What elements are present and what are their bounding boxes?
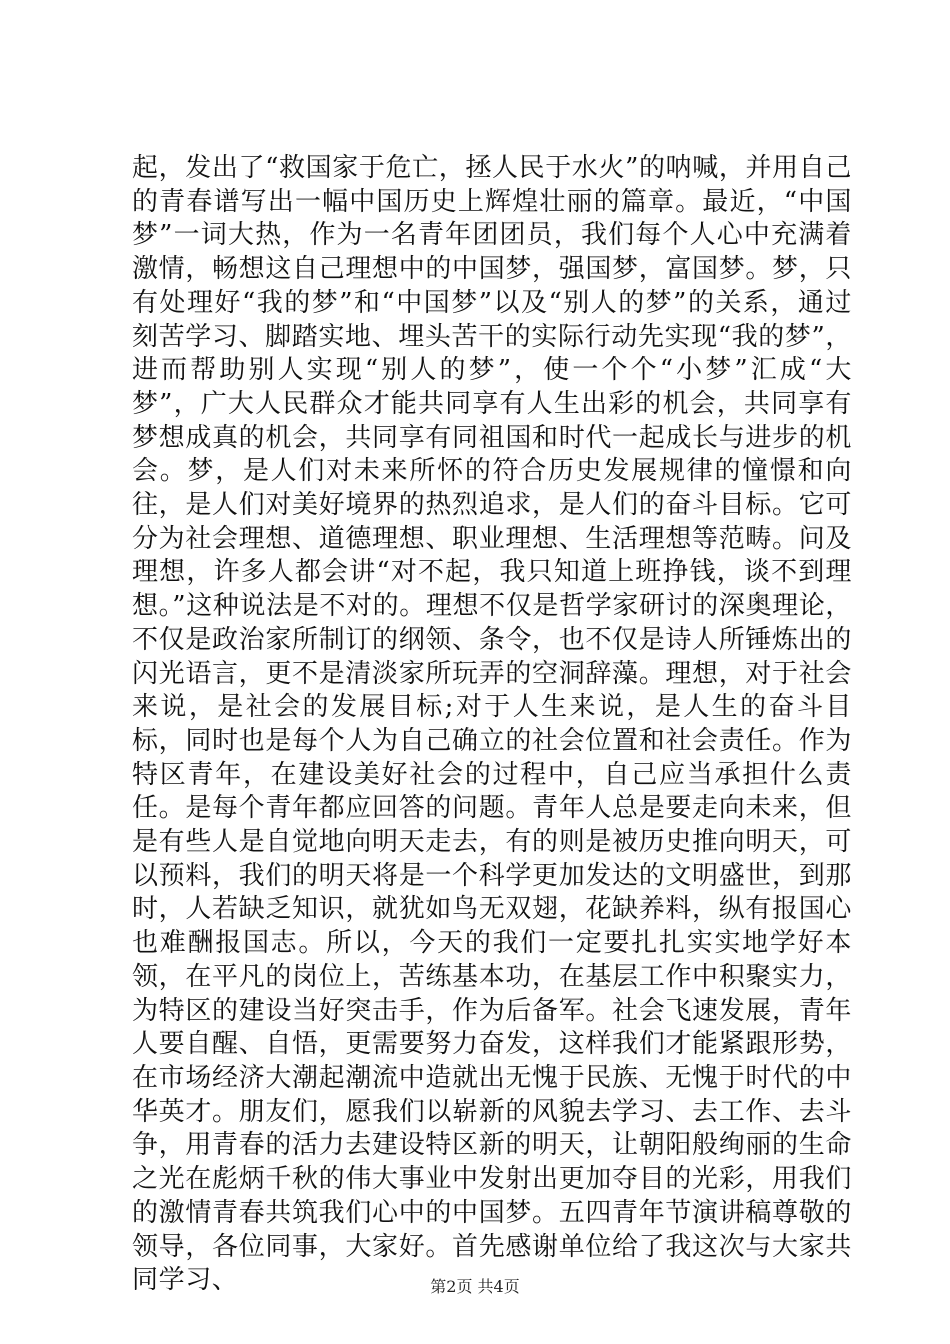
page-number-footer: 第2页 共4页	[430, 1277, 520, 1296]
body-paragraph: 起，发出了“救国家于危亡，拯人民于水火”的呐喊，并用自己的青春谱写出一幅中国历史上辉煌壮丽的篇章。最近，“中国梦”一词大热，作为一名青年团团员，我们每个人心中充满着激情，畅想这自己理想中的中国梦，强国梦，富国梦。梦，只有处理好“我的梦”和“中国梦”以及“别人的梦”的关系，通过刻苦学习、脚踏实地、埋头苦干的实际行动先实现“我的梦”，进而帮助别人实现“别人的梦”，使一个个“小梦”汇成“大梦”，广大人民群众才能共同享有人生出彩的机会，共同享有梦想成真的机会，共同享有同祖国和时代一起成长与进步的机会。梦，是人们对未来所怀的符合历史发展规律的憧憬和向往，是人们对美好境界的热烈追求，是人们的奋斗目标。它可分为社会理想、道德理想、职业理想、生活理想等范畴。问及理想，许多人都会讲“对不起，我只知道上班挣钱，谈不到理想。”这种说法是不对的。理想不仅是哲学家研讨的深奥理论，不仅是政治家所制订的纲领、条令，也不仅是诗人所锤炼出的闪光语言，更不是清淡家所玩弄的空洞辞藻。理想，对于社会来说，是社会的发展目标;对于人生来说，是人生的奋斗目标，同时也是每个人为自己确立的社会位置和社会责任。作为特区青年，在建设美好社会的过程中，自己应当承担什么责任。是每个青年都应回答的问题。青年人总是要走向未来，但是有些人是自觉地向明天走去，有的则是被历史推向明天，可以预料，我们的明天将是一个科学更加发达的文明盛世，到那时，人若缺乏知识，就犹如鸟无双翅，花缺养料，纵有报国心也难酬报国志。所以，今天的我们一定要扎扎实实地学好本领，在平凡的岗位上，苦练基本功，在基层工作中积聚实力，为特区的建设当好突击手，作为后备军。社会飞速发展，青年人要自醒、自悟，更需要努力奋发，这样我们才能紧跟形势，在市场经济大潮起潮流中造就出无愧于民族、无愧于时代的中华英才。朋友们，愿我们以崭新的风貌去学习、去工作、去斗争，用青春的活力去建设特区新的明天，让朝阳般绚丽的生命之光在彪炳千秋的伟大事业中发射出更加夺目的光彩，用我们的激情青春共筑我们心中的中国梦。五四青年节演讲稿尊敬的领导，各位同事，大家好。首先感谢单位给了我这次与大家共同学习、	[132, 153, 852, 1296]
